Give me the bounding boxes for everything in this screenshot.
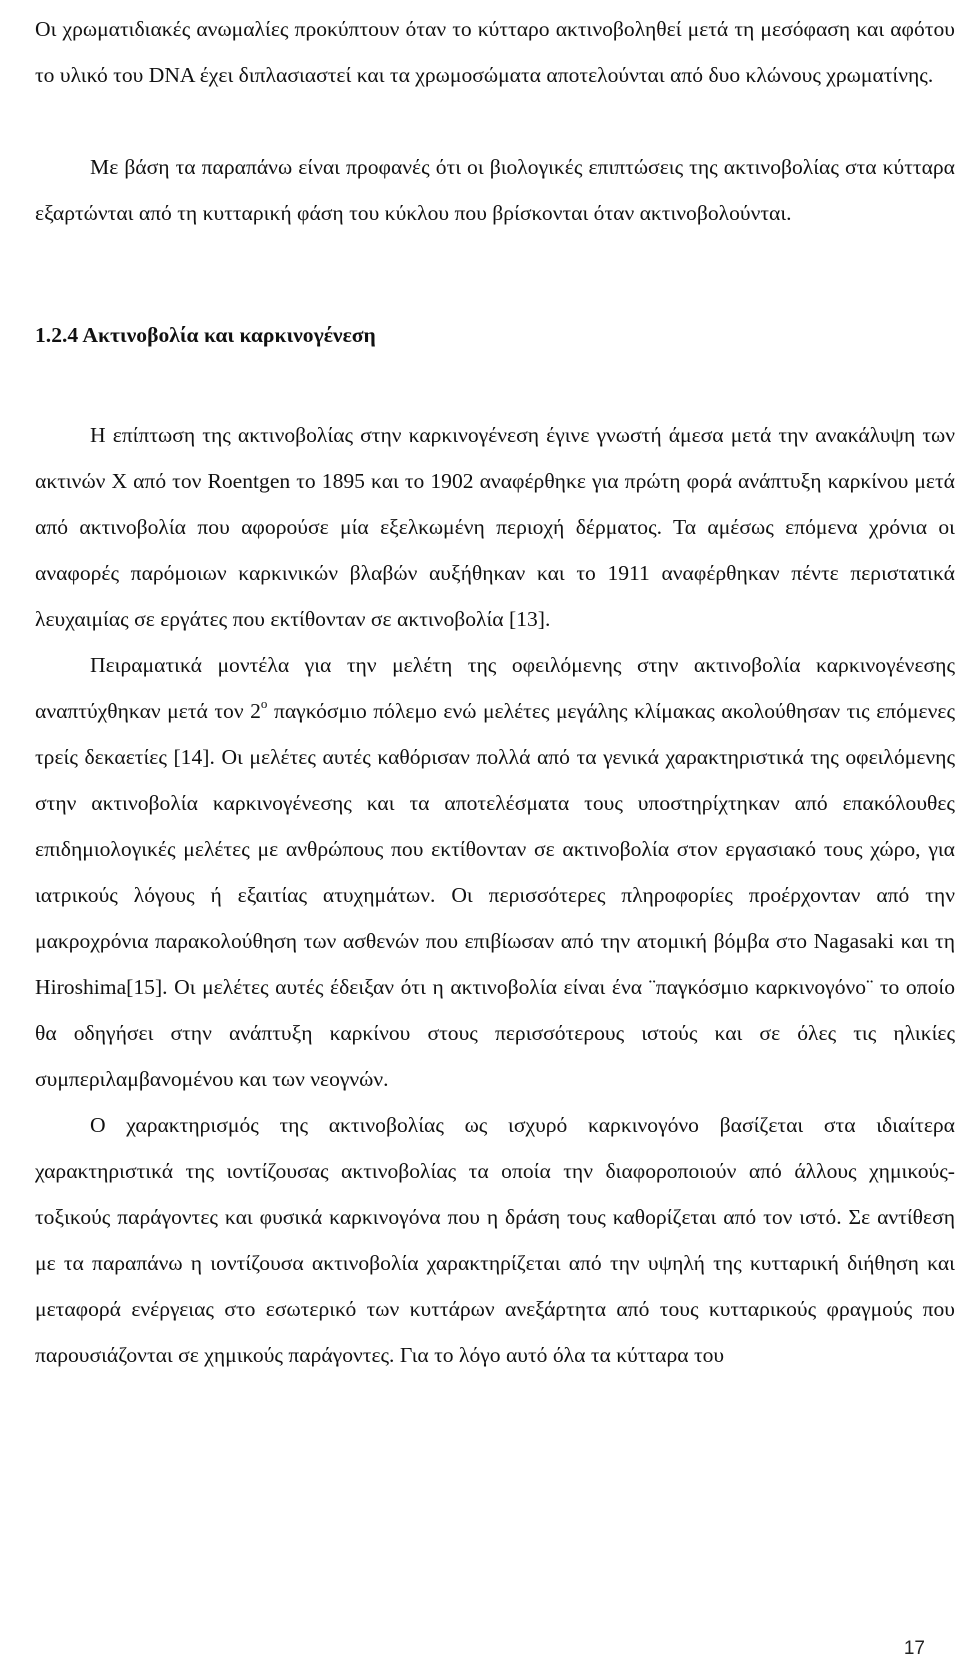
paragraph-carcinogen-characterization: Ο χαρακτηρισμός της ακτινοβολίας ως ισχυρό καρκινογόνο βασίζεται στα ιδιαίτερα χαρακτηριστικά της ιοντίζουσας ακτινοβολίας τα οποία την διαφοροποιούν από άλλους χημικούς-τοξικούς παράγοντες και φυσικά καρκινογόνα που η δράση τους καθορίζεται από τον ιστό. Σε αντίθεση με τα παραπάνω η ιοντίζουσα ακτινοβολία χαρακτηρίζεται από την υψηλή της κυτταρική διήθηση και μεταφορά ενέργειας στο εσωτερικό των κυττάρων ανεξάρτητα από τους κυτταρικούς φραγμούς που παρουσιάζονται σε χημικούς παράγοντες. Για το λόγο αυτό όλα τα κύτταρα του <box>35 1113 955 1367</box>
paragraph-chromatid-aberrations: Οι χρωματιδιακές ανωμαλίες προκύπτουν όταν το κύτταρο ακτινοβοληθεί μετά τη μεσόφαση και αφότου το υλικό του DNA έχει διπλασιαστεί και τα χρωμοσώματα αποτελούνται από δυο κλώνους χρωματίνης. <box>35 17 955 87</box>
paragraph-experimental-models-rest: παγκόσμιο πόλεμο ενώ μελέτες μεγάλης κλίμακας ακολούθησαν τις επόμενες τρείς δεκαετίες [14]. Οι μελέτες αυτές καθόρισαν πολλά από τα γενικά χαρακτηριστικά της οφειλόμενης στην ακτινοβολία καρκινογένεσης και τα αποτελέσματα τους υποστηρίχτηκαν από επακόλουθες επιδημιολογικές μελέτες με ανθρώπους που εκτίθονταν σε ακτινοβολία στον εργασιακό τους χώρο, για ιατρικούς λόγους ή εξαιτίας ατυχημάτων. Οι περισσότερες πληροφορίες προέρχονταν από την μακροχρόνια παρακολούθηση των ασθενών που επιβίωσαν από την ατομική βόμβα στο Nagasaki και τη Hiroshima[15]. Οι μελέτες αυτές έδειξαν ότι η ακτινοβολία είναι ένα ¨παγκόσμιο καρκινογόνο¨ το οποίο θα οδηγήσει στην ανάπτυξη καρκίνου στους περισσότερους ιστούς και σε όλες τις ηλικίες συμπεριλαμβανομένου και των νεογνών. <box>35 699 955 1091</box>
paragraph-experimental-models-start: Πειραματικά μοντέλα για την μελέτη της οφειλόμενης στην ακτινοβολία καρκινογένεσης αναπτύχθηκαν μετά τον 2 <box>35 653 955 723</box>
paragraph-history: Η επίπτωση της ακτινοβολίας στην καρκινογένεση έγινε γνωστή άμεσα μετά την ανακάλυψη των ακτινών Χ από τον Roentgen το 1895 και το 1902 αναφέρθηκε για πρώτη φορά ανάπτυξη καρκίνου μετά από ακτινοβολία που αφορούσε μία εξελκωμένη περιοχή δέρματος. Τα αμέσως επόμενα χρόνια οι αναφορές παρόμοιων καρκινικών βλαβών αυξήθηκαν και το 1911 αναφέρθηκαν πέντε περιστατικά λευχαιμίας σε εργάτες που εκτίθονταν σε ακτινοβολία [13]. <box>35 423 955 631</box>
paragraph-cell-cycle-effects: Με βάση τα παραπάνω είναι προφανές ότι οι βιολογικές επιπτώσεις της ακτινοβολίας στα κύτταρα εξαρτώνται από τη κυτταρική φάση του κύκλου που βρίσκονται όταν ακτινοβολούνται. <box>35 155 955 225</box>
section-body <box>35 412 955 1378</box>
section-heading: 1.2.4 Ακτινοβολία και καρκινογένεση <box>35 323 376 347</box>
page-number: 17 <box>903 1638 925 1659</box>
ordinal-superscript: ο <box>260 696 268 711</box>
paragraph-experimental-models <box>35 642 955 1102</box>
